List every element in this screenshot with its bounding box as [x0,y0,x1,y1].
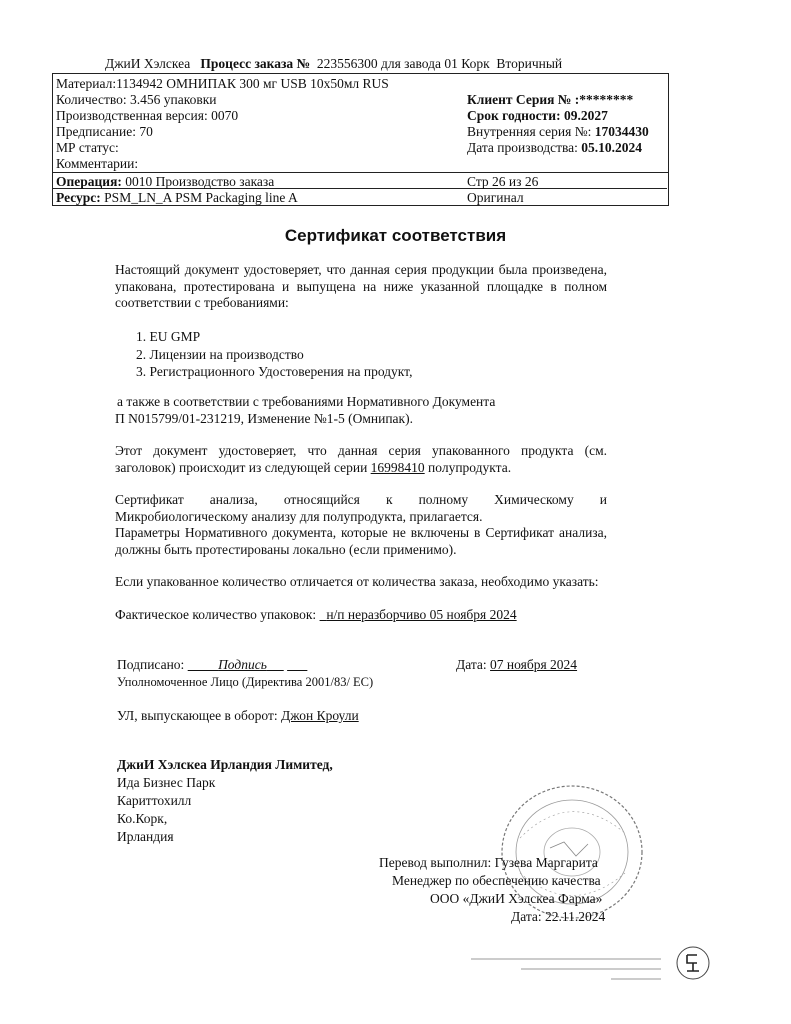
comments: Комментарии: [56,156,139,171]
material: Материал:1134942 ОМНИПАК 300 мг USB 10x50мл RUS [56,76,389,91]
releaser: УЛ, выпускающее в оборот: Джон Кроули [117,708,359,723]
list-item: 1. EU GMP [136,329,201,344]
actual-quantity: Фактическое количество упаковок: н/п неразборчиво 05 ноября 2024 [115,607,517,622]
signed-date: Дата: 07 ноября 2024 [456,657,578,672]
address-line: Ирландия [117,829,174,844]
list-item: 2. Лицензии на производство [136,346,304,362]
address-line: Ко.Корк, [117,811,168,826]
company-name: ДжиИ Хэлскеа [105,56,191,71]
address-company: ДжиИ Хэлскеа Ирландия Лимитед, [117,757,333,772]
address-line: Кариттохилл [117,793,192,808]
actual-quantity-value: н/п неразборчиво 05 ноября 2024 [326,607,517,622]
order-label: Процесс заказа № [200,56,311,71]
client-series: Клиент Серия № :******** [467,92,634,107]
translator-position: Менеджер по обеспечению качества [392,873,601,888]
internal-series: Внутренняя серия №: 17034430 [467,124,649,139]
order-value: 223556300 для завода 01 Корк [316,56,490,71]
order-type: Вторичный [496,56,563,71]
translation-date: Дата: 22.11.2024 [511,909,606,924]
prescription: Предписание: 70 [56,124,153,139]
authorized-person: Уполномоченное Лицо (Директива 2001/83/ ЕС) [117,675,374,689]
params-paragraph: Параметры Нормативного документа, которые не включены в Сертификат анализа, должны быть протестированы локально (если применимо). [115,525,607,557]
intro-paragraph: Настоящий документ удостоверяет, что данная серия продукции была произведена, упакована, протестирована и выпущена на ниже указанной площадке в полном соответствии с требованиями: [115,262,607,310]
resource: Ресурс: PSM_LN_A PSM Packaging line A [56,190,298,205]
production-date: Дата производства: 05.10.2024 [467,140,643,155]
address-line: Ида Бизнес Парк [117,775,216,790]
operation: Операция: 0010 Производство заказа [56,174,275,189]
origin-paragraph: Этот документ удостоверяет, что данная серия упакованного продукта (см. заголовок) происходит из следующей серии 16998410 полупродукта. [115,443,607,475]
expiry-date: Срок годности: 09.2027 [467,108,608,123]
original-label: Оригинал [467,190,524,205]
header-top-line [105,56,562,72]
signed-by: Подписано: Подпись [117,657,307,673]
electronic-seal-mark [471,952,671,992]
page-title: Сертификат соответствия [284,226,507,245]
document-corner-icon [675,945,711,981]
page-number: Стр 26 из 26 [467,174,539,189]
production-version: Производственная версия: 0070 [56,108,239,123]
translator-company: ООО «ДжиИ Хэлскеа Фарма» [430,891,603,906]
list-item: 3. Регистрационного Удостоверения на продукт, [136,364,413,379]
origin-batch: 16998410 [370,459,425,475]
quantity: Количество: 3.456 упаковки [56,92,217,107]
signature: Подпись [218,657,267,672]
requirements-list [136,328,412,381]
normative-line-2: П N015799/01-231219, Изменение №1-5 (Омнипак). [115,411,413,426]
normative-line-1: а также в соответствии с требованиями Нормативного Документа [117,394,496,409]
mp-status: МР статус: [56,140,119,155]
translator: Перевод выполнил: Гузева Маргарита [379,855,598,870]
analysis-paragraph: Сертификат анализа, относящийся к полному Химическому и Микробиологическому анализу для полупродукта, прилагается. [115,492,607,524]
quantity-paragraph: Если упакованное количество отличается от количества заказа, необходимо указать: [115,574,599,589]
